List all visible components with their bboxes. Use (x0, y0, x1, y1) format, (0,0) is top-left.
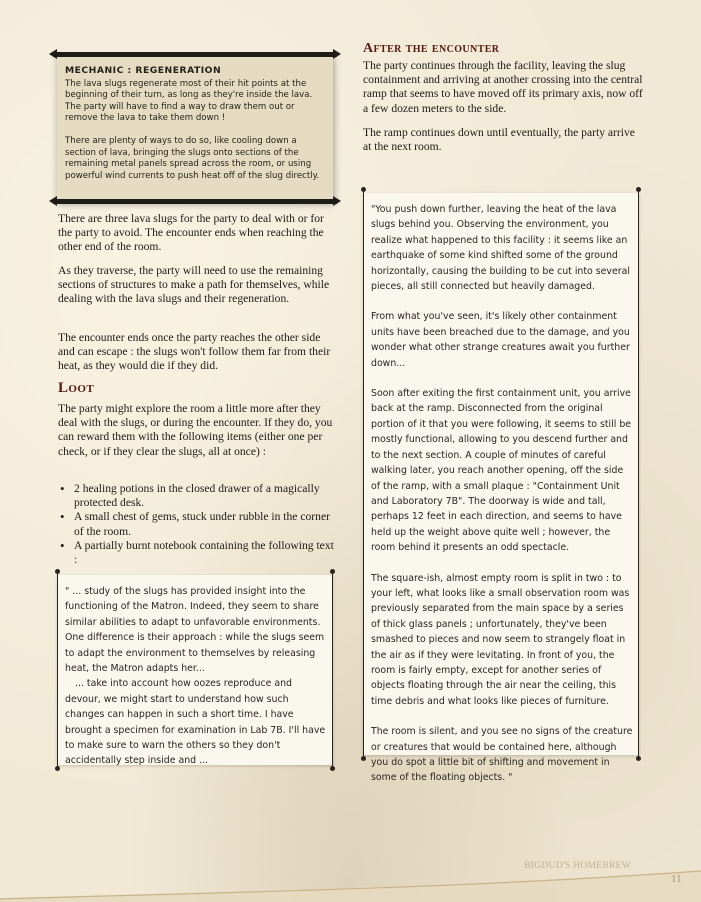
loot-heading: Loot (58, 380, 95, 396)
notebook-quote-box (57, 575, 333, 765)
left-paragraph-3: The encounter ends once the party reaches the other side and can escape : the slugs won't follow them far from their heat, as they would die if they did. (58, 331, 331, 373)
loot-item: • A small chest of gems, stuck under rubble in the corner of the room. (58, 510, 334, 538)
right-paragraph-2: The ramp continues down until eventually, the party arrive at the next room. (363, 126, 635, 154)
loot-intro: The party might explore the room a little more after they deal with the slugs, or during the encounter. If they do, you can reward them with the following items (either one per check, or if they clear the slugs, all at once) : (58, 402, 333, 458)
footer-swoosh (0, 868, 701, 902)
mechanic-paragraph-2: There are plenty of ways to do so, like cooling down a section of lava, bringing the slugs onto sections of the remaining metal panels spread across the room, or using powerful wind currents to push heat off of the slug directly. (65, 135, 320, 181)
read-aloud-paragraph-1: "You push down further, leaving the heat of the lava slugs behind you. Observing the environment, you realize what happened to this facility : it seems like an earthquake of some kind shifted some of the ground horizontally, causing the building to be cut into several pieces, all still connected but heavily damaged. (371, 204, 630, 293)
sidebar-top-rule (53, 52, 337, 57)
mechanic-title: MECHANIC : REGENERATION (65, 65, 222, 76)
mechanic-sidebar (57, 55, 333, 201)
left-paragraph-1: There are three lava slugs for the party to deal with or for the party to avoid. The encounter ends when reaching the other end of the room. (58, 212, 324, 254)
notebook-paragraph-2: ... take into account how oozes reproduce and devour, we might start to understand how such changes can happen in such a short time. I have brought a specimen for examination in Lab 7B. I'll have to make sure to warn the others so they don't accidentally step inside and ... (65, 678, 326, 767)
footer-label: BIGDUD'S HOMEBREW (524, 861, 631, 871)
notebook-paragraph-1: " ... study of the slugs has provided insight into the functioning of the Matron. Indeed, they seem to share similar abilities to adapt to unfavorable environments. One difference is their approach : while the slugs seem to adapt the environment to themselves by releasing heat, the Matron adapts her... (65, 586, 325, 675)
right-paragraph-1: The party continues through the facility, leaving the slug containment and arriving at another crossing into the central ramp that seems to have moved off its primary axis, now off a few dozen meters to the side. (363, 59, 643, 115)
read-aloud-paragraph-5: The room is silent, and you see no signs of the creature or creatures that would be contained here, although you do spot a little bit of shifting and movement in some of the floating objects. " (371, 726, 633, 784)
read-aloud-paragraph-3: Soon after exiting the first containment unit, you arrive back at the ramp. Disconnected from the original portion of it that you were following, it seems to still be mostly functional, allowing to you descend further and to the next section. A couple of minutes of careful walking later, you reach another opening, off the side of the ramp, with a small plaque : "Containment Unit and Laboratory 7B". The doorway is wide and tall, perhaps 12 feet in each direction, and seems to have held up the weight above quite well ; however, the room behind it presents an odd spectacle. (371, 388, 632, 554)
mechanic-paragraph-1: The lava slugs regenerate most of their hit points at the beginning of their turn, as long as they're inside the lava. The party will have to find a way to draw them out or remove the lava to take them down ! (65, 78, 313, 124)
sidebar-bottom-rule (53, 199, 337, 204)
page-number: 11 (671, 873, 682, 885)
after-encounter-heading: After the encounter (363, 41, 500, 56)
loot-item: • 2 healing potions in the closed drawer of a magically protected desk. (58, 482, 334, 510)
loot-list (58, 482, 334, 567)
left-paragraph-2: As they traverse, the party will need to use the remaining sections of structures to make a path for themselves, while dealing with the lava slugs and their regeneration. (58, 264, 330, 306)
loot-item: • A partially burnt notebook containing the following text : (58, 539, 334, 567)
read-aloud-paragraph-4: The square-ish, almost empty room is split in two : to your left, what looks like a small observation room was previously separated from the main space by a series of thick glass panels ; unfortunately, they've been smashed to pieces and now seem to strangely float in the air as if they were levitating. In front of you, the room is fairly empty, except for another series of objects floating through the air near the ceiling, this time debris and what looks like pieces of furniture. (371, 572, 630, 707)
read-aloud-paragraph-2: From what you've seen, it's likely other containment units have been breached due to the damage, and you wonder what other strange creatures await you further down... (371, 311, 630, 369)
read-aloud-box (363, 193, 639, 784)
